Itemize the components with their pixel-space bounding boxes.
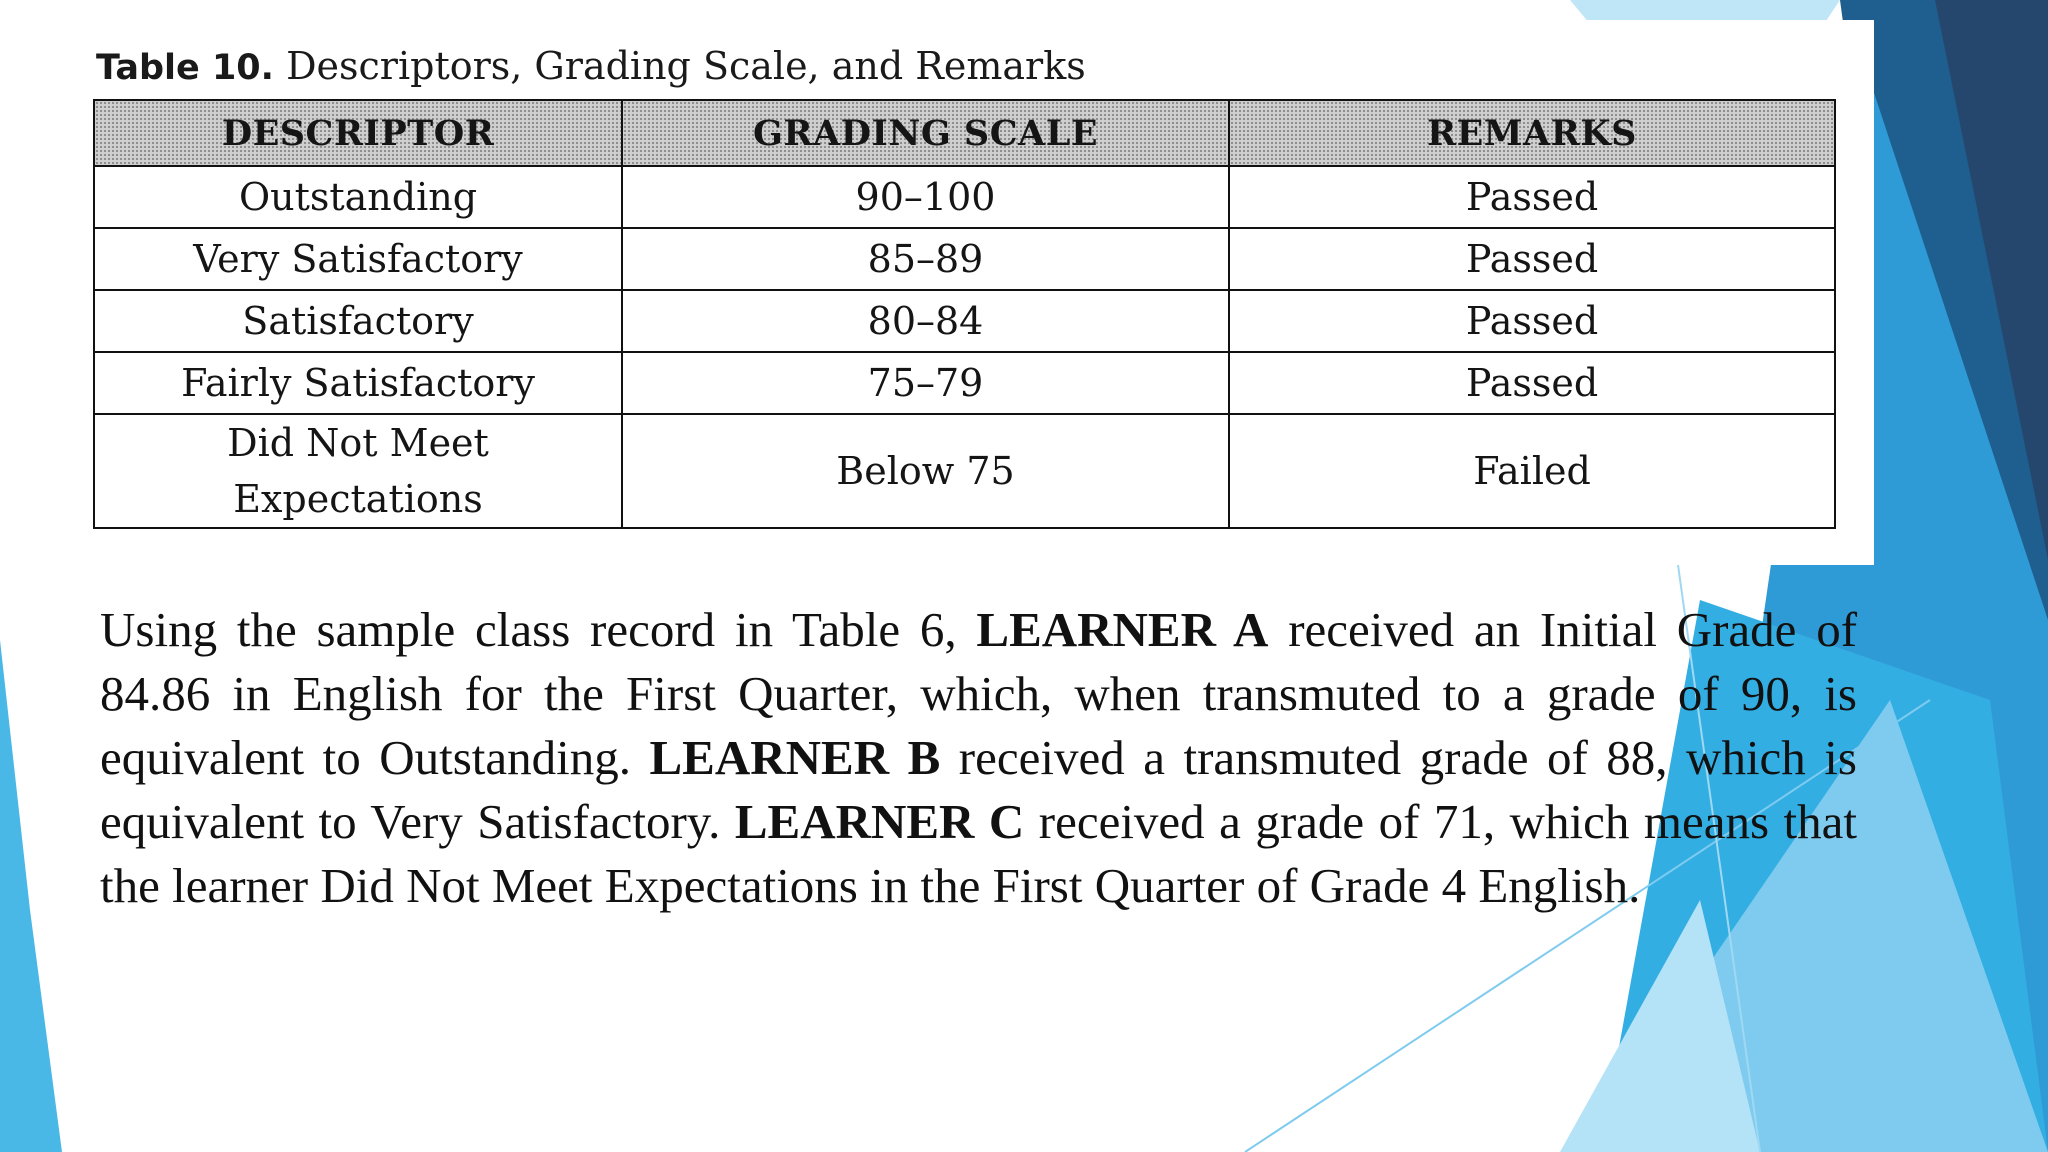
header-remarks: REMARKS xyxy=(1229,100,1835,166)
learner-b-label: LEARNER B xyxy=(649,730,941,785)
table-row xyxy=(94,352,1835,414)
header-row xyxy=(94,100,1835,166)
descriptor-line: Did Not Meet xyxy=(227,421,489,465)
table-caption xyxy=(96,44,1086,88)
remarks-cell: Passed xyxy=(1229,166,1835,228)
header-grading-scale: GRADING SCALE xyxy=(622,100,1229,166)
learner-c-label: LEARNER C xyxy=(734,794,1025,849)
table-caption-label: Table 10. xyxy=(96,48,274,88)
remarks-cell: Passed xyxy=(1229,290,1835,352)
grading-table xyxy=(93,99,1836,529)
grading-scale-cell: 80–84 xyxy=(622,290,1229,352)
grading-scale-cell: Below 75 xyxy=(622,414,1229,528)
learner-a-label: LEARNER A xyxy=(976,602,1269,657)
remarks-cell: Failed xyxy=(1229,414,1835,528)
descriptor-cell: Very Satisfactory xyxy=(94,228,622,290)
descriptor-cell xyxy=(94,414,622,528)
descriptor-cell: Satisfactory xyxy=(94,290,622,352)
descriptor-line: Expectations xyxy=(233,477,483,521)
paragraph-text: Using the sample class record in Table 6, xyxy=(100,602,957,657)
header-descriptor: DESCRIPTOR xyxy=(94,100,622,166)
grading-scale-cell: 75–79 xyxy=(622,352,1229,414)
paragraph-text: received a grade of 71, which means that the learner Did Not Meet Expectations in the First Quarter of Grade 4 English. xyxy=(100,794,1857,913)
table-row xyxy=(94,290,1835,352)
table-row xyxy=(94,228,1835,290)
descriptor-cell: Outstanding xyxy=(94,166,622,228)
descriptor-cell: Fairly Satisfactory xyxy=(94,352,622,414)
table-row xyxy=(94,414,1835,528)
grading-scale-cell: 90–100 xyxy=(622,166,1229,228)
table-row xyxy=(94,166,1835,228)
paragraph-text: received a transmuted grade of 88, which is equivalent to Very Satisfactory. xyxy=(100,730,1857,849)
grading-scale-cell: 85–89 xyxy=(622,228,1229,290)
table-card xyxy=(78,20,1874,565)
remarks-cell: Passed xyxy=(1229,352,1835,414)
paragraph-text: received an Initial Grade of 84.86 in English for the First Quarter, which, when transmuted to a grade of 90, is equivalent to Outstanding. xyxy=(100,602,1858,785)
table-caption-text: Descriptors, Grading Scale, and Remarks xyxy=(286,44,1086,88)
remarks-cell: Passed xyxy=(1229,228,1835,290)
left-accent-shard xyxy=(0,640,62,1152)
body-paragraph xyxy=(100,598,1857,918)
